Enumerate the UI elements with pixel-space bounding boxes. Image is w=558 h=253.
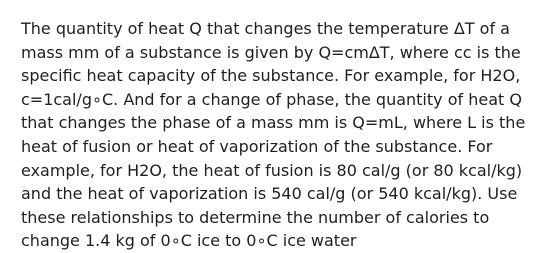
question-line: these relationships to determine the number of calories to <box>21 207 490 227</box>
question-line: mass mm of a substance is given by Q=cmΔT, where cc is the <box>21 42 521 62</box>
question-line: specific heat capacity of the substance. For example, for H2O, <box>21 66 521 86</box>
question-paragraph <box>21 17 525 253</box>
question-line: that changes the phase of a mass mm is Q=mL, where L is the <box>21 113 526 133</box>
question-line: example, for H2O, the heat of fusion is 80 cal/g (or 80 kcal/kg) <box>21 160 523 180</box>
question-line: and the heat of vaporization is 540 cal/g (or 540 kcal/kg). Use <box>21 184 518 204</box>
question-line: c=1cal/g∘C. And for a change of phase, the quantity of heat Q <box>21 89 522 109</box>
question-line: The quantity of heat Q that changes the temperature ΔT of a <box>21 19 510 38</box>
question-line: change 1.4 kg of 0∘C ice to 0∘C ice water <box>21 231 357 251</box>
question-line: heat of fusion or heat of vaporization of the substance. For <box>21 136 493 156</box>
